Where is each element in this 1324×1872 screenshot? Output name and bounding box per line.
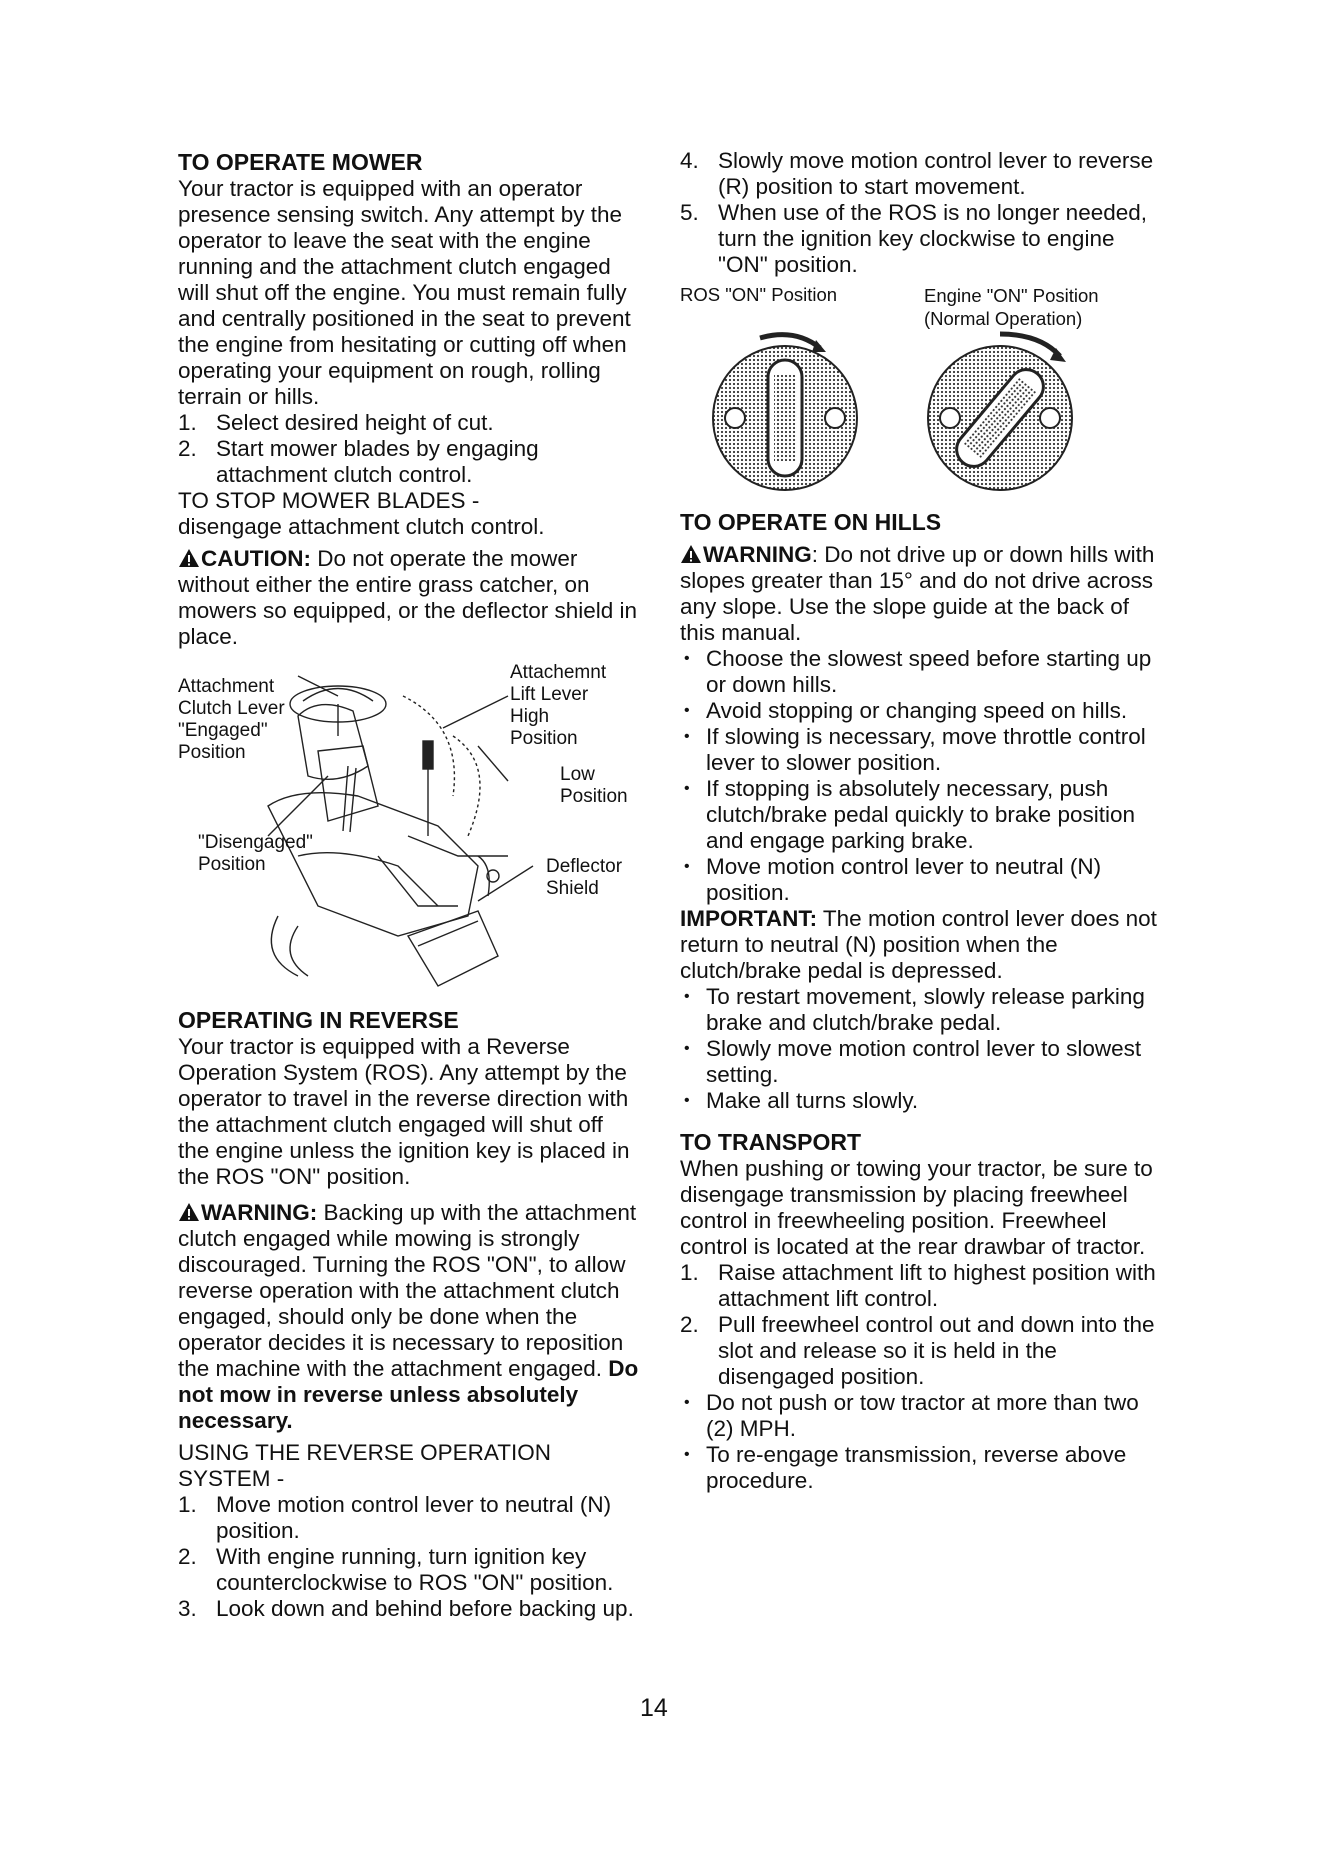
right-column	[680, 148, 1160, 1494]
list-item: • Do not push or tow tractor at more than two (2) MPH.	[680, 1390, 1160, 1442]
transport-paragraph: When pushing or towing your tractor, be sure to disengage transmission by placing freewheel control in freewheeling position. Freewheel control is located at the rear drawbar of tractor.	[680, 1156, 1153, 1259]
ros-on-dial-icon	[713, 335, 857, 490]
list-item: 4. Slowly move motion control lever to reverse (R) position to start movement.	[680, 148, 1154, 199]
list-item: 1. Select desired height of cut.	[178, 410, 494, 435]
list-item: • Avoid stopping or changing speed on hills.	[680, 698, 1160, 724]
page-number: 14	[640, 1694, 668, 1722]
using-ros-heading: USING THE REVERSE OPERATION SYSTEM -	[178, 1440, 551, 1491]
operate-mower-steps	[178, 410, 640, 488]
stop-blades-text: disengage attachment clutch control.	[178, 514, 545, 539]
ros-steps	[178, 1492, 640, 1622]
list-item: • If slowing is necessary, move throttle control lever to slower position.	[680, 724, 1160, 776]
deflector-shield-label: Deflector Shield	[546, 856, 623, 899]
reverse-warning: WARNING: Backing up with the attachment clutch engaged while mowing is strongly discouraged. Turning the ROS "ON", to allow reverse operation with the attachment clutch engaged, should only be done when the operator decides it is necessary to reposition the machine with the attachment engaged. Do not mow in reverse unless absolutely necessary.	[178, 1200, 639, 1433]
operate-mower-paragraph: Your tractor is equipped with an operator presence sensing switch. Any attempt by the operator to leave the seat with the engine running and the attachment clutch engaged will shut off the engine. You must remain fully and centrally positioned in the seat to prevent the engine from hesitating or cutting off when operating your equipment on rough, rolling terrain or hills.	[178, 176, 631, 409]
caution-paragraph: CAUTION: Do not operate the mower without either the entire grass catcher, on mowers so equipped, or the deflector shield in place.	[178, 546, 638, 649]
ros-steps-continued	[680, 148, 1160, 278]
disengaged-label: "Disengaged" Position	[198, 832, 313, 875]
warning-triangle-icon	[680, 544, 702, 564]
list-item: 5. When use of the ROS is no longer needed, turn the ignition key clockwise to engine "ON" position.	[680, 200, 1148, 277]
hills-bullets-2	[680, 984, 1160, 1114]
low-position-label: Low Position	[560, 764, 628, 807]
list-item: • Make all turns slowly.	[680, 1088, 1160, 1114]
list-item: 1. Move motion control lever to neutral (N) position.	[178, 1492, 612, 1543]
reverse-heading: OPERATING IN REVERSE	[178, 1007, 459, 1033]
transport-heading: TO TRANSPORT	[680, 1129, 862, 1155]
transport-steps	[680, 1260, 1160, 1390]
ignition-key-diagram	[680, 284, 1150, 494]
list-item: • Slowly move motion control lever to slowest setting.	[680, 1036, 1160, 1088]
list-item: 2. Pull freewheel control out and down into the slot and release so it is held in the disengaged position.	[680, 1312, 1155, 1389]
operate-mower-heading: TO OPERATE MOWER	[178, 149, 423, 175]
hills-bullets	[680, 646, 1160, 906]
list-item: 2. With engine running, turn ignition key counterclockwise to ROS "ON" position.	[178, 1544, 614, 1595]
list-item: • Choose the slowest speed before starting up or down hills.	[680, 646, 1160, 698]
warning-triangle-icon	[178, 1202, 200, 1222]
list-item: • To restart movement, slowly release parking brake and clutch/brake pedal.	[680, 984, 1160, 1036]
hills-warning: WARNING: Do not drive up or down hills with slopes greater than 15° and do not drive across any slope. Use the slope guide at the back of this manual.	[680, 542, 1155, 645]
list-item: • If stopping is absolutely necessary, push clutch/brake pedal quickly to brake position and engage parking brake.	[680, 776, 1160, 854]
warning-triangle-icon	[178, 548, 200, 568]
engine-on-dial-icon	[928, 334, 1072, 490]
left-column	[178, 148, 640, 1622]
lift-lever-high-label: Attachemnt Lift Lever High Position	[510, 662, 607, 749]
hills-heading: TO OPERATE ON HILLS	[680, 509, 942, 535]
list-item: 3. Look down and behind before backing up.	[178, 1596, 634, 1621]
engine-on-caption: Engine "ON" Position (Normal Operation)	[924, 285, 1099, 329]
stop-blades-heading: TO STOP MOWER BLADES -	[178, 488, 480, 513]
transport-bullets	[680, 1390, 1160, 1494]
important-note: IMPORTANT: The motion control lever does not return to neutral (N) position when the clutch/brake pedal is depressed.	[680, 906, 1157, 983]
list-item: • Move motion control lever to neutral (N) position.	[680, 854, 1160, 906]
list-item: • To re-engage transmission, reverse above procedure.	[680, 1442, 1160, 1494]
list-item: 1. Raise attachment lift to highest position with attachment lift control.	[680, 1260, 1156, 1311]
mower-lever-diagram	[178, 656, 648, 996]
ros-on-caption: ROS "ON" Position	[680, 284, 838, 305]
ignition-dials	[680, 330, 1150, 500]
clutch-engaged-label: Attachment Clutch Lever "Engaged" Position	[178, 676, 285, 763]
reverse-paragraph: Your tractor is equipped with a Reverse Operation System (ROS). Any attempt by the operator to travel in the reverse direction with the attachment clutch engaged will shut off the engine unless the ignition key is placed in the ROS "ON" position.	[178, 1034, 630, 1189]
list-item: 2. Start mower blades by engaging attachment clutch control.	[178, 436, 539, 487]
